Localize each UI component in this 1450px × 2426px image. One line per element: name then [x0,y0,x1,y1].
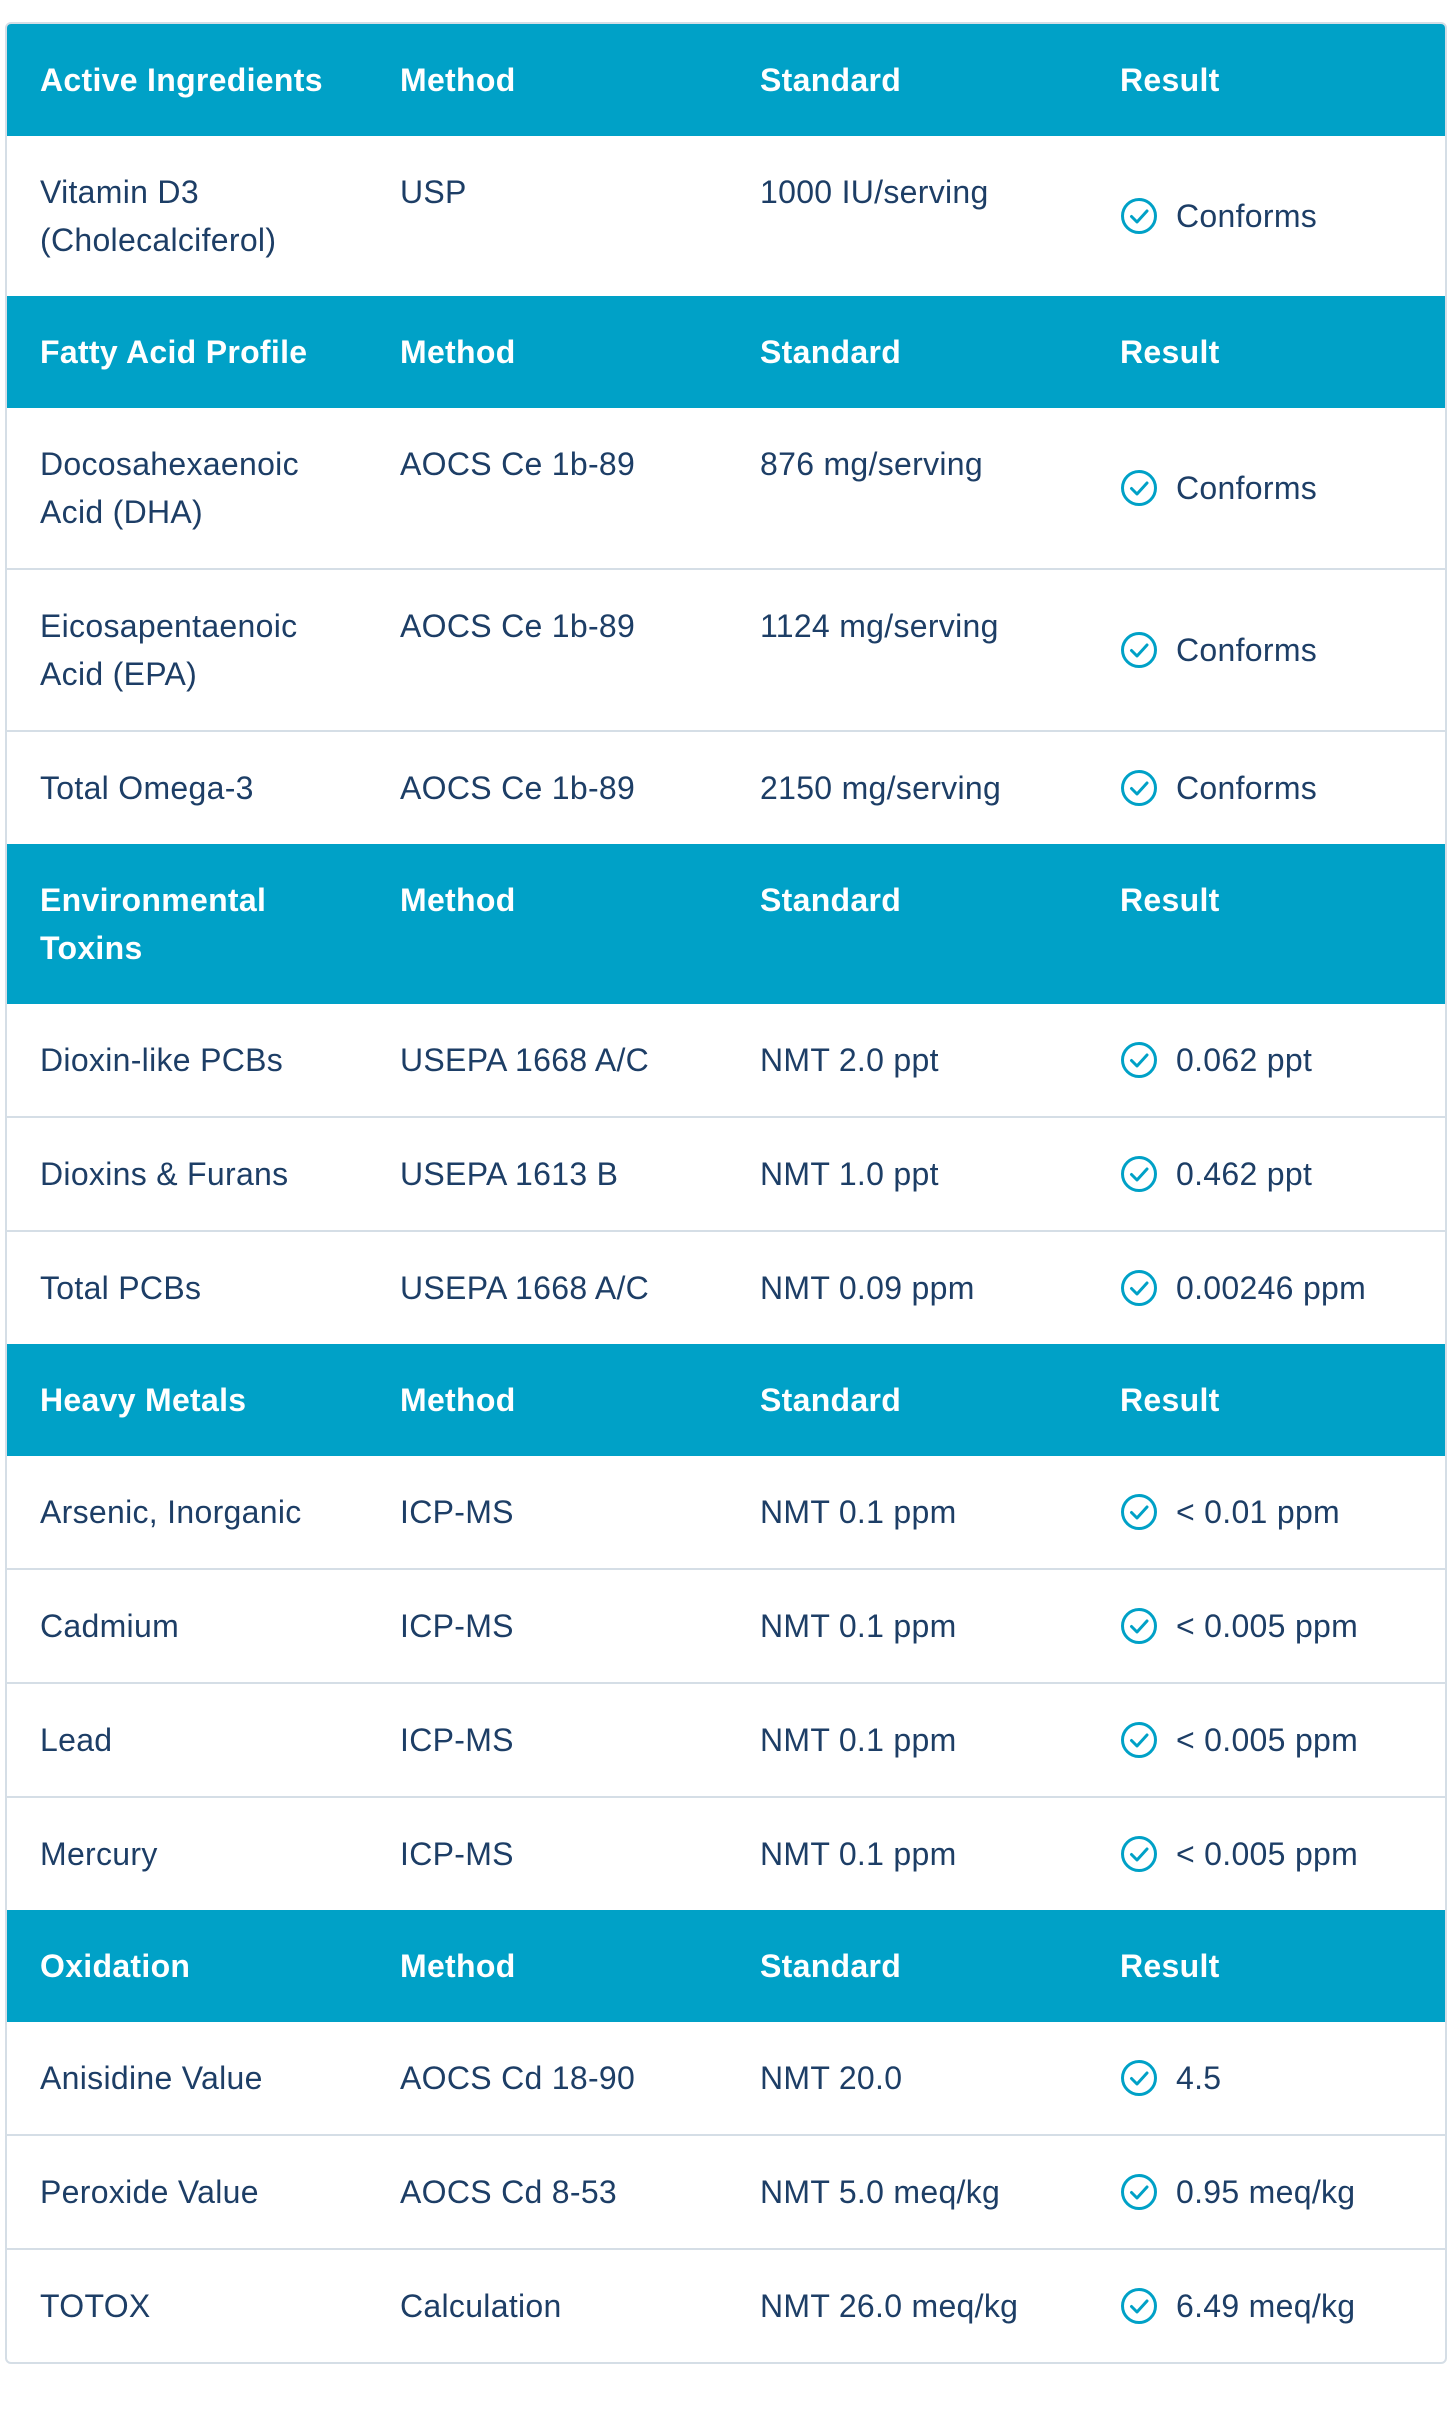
test-result: 0.95 meq/kg [1176,2174,1356,2210]
ingredient-name: Dioxins & Furans [40,1156,289,1192]
test-result: 6.49 meq/kg [1176,2288,1356,2324]
table-row [7,408,1445,568]
test-result: Conforms [1176,632,1318,668]
test-result-cell [1087,408,1445,568]
test-result-cell [1087,1004,1445,1116]
table-row [7,1682,1445,1796]
header-method: Method [400,1382,516,1418]
header-category: Heavy Metals [40,1382,247,1418]
test-result-cell [1087,2022,1445,2134]
test-results-table [5,22,1447,2364]
section-header-environmental-toxins [7,844,1445,1004]
header-result: Result [1120,62,1220,98]
table-row [7,136,1445,296]
test-method: USEPA 1668 A/C [400,1042,650,1078]
check-circle-icon [1120,769,1158,807]
test-result-cell [1087,1456,1445,1568]
test-standard: 1000 IU/serving [760,174,989,210]
table-row [7,2022,1445,2134]
check-circle-icon [1120,197,1158,235]
check-circle-icon [1120,1155,1158,1193]
ingredient-name: Docosahexaenoic Acid (DHA) [40,446,299,530]
ingredient-name: TOTOX [40,2288,151,2324]
ingredient-name: Mercury [40,1836,158,1872]
ingredient-name: Dioxin-like PCBs [40,1042,284,1078]
test-standard: NMT 0.1 ppm [760,1608,957,1644]
table-row [7,2248,1445,2362]
test-result: < 0.005 ppm [1176,1722,1359,1758]
test-standard: NMT 1.0 ppt [760,1156,939,1192]
ingredient-name: Peroxide Value [40,2174,259,2210]
test-method: AOCS Ce 1b-89 [400,608,636,644]
ingredient-name: Lead [40,1722,113,1758]
test-result-cell [1087,136,1445,296]
test-standard: 876 mg/serving [760,446,983,482]
header-method: Method [400,1948,516,1984]
check-circle-icon [1120,1607,1158,1645]
header-standard: Standard [760,334,902,370]
test-method: Calculation [400,2288,562,2324]
test-result: Conforms [1176,770,1318,806]
table-row [7,1116,1445,1230]
test-result-cell [1087,1118,1445,1230]
header-category: Oxidation [40,1948,191,1984]
ingredient-name: Total Omega-3 [40,770,254,806]
table-row [7,1456,1445,1568]
header-category: Environmental Toxins [40,882,267,966]
test-result: 0.00246 ppm [1176,1270,1367,1306]
test-result-cell [1087,570,1445,730]
section-header-active-ingredients [7,24,1445,136]
test-result-cell [1087,1232,1445,1344]
test-result-cell [1087,732,1445,844]
test-method: AOCS Ce 1b-89 [400,770,636,806]
ingredient-name: Arsenic, Inorganic [40,1494,302,1530]
table-row [7,1004,1445,1116]
test-method: ICP-MS [400,1608,514,1644]
test-method: ICP-MS [400,1836,514,1872]
check-circle-icon [1120,1493,1158,1531]
test-method: USP [400,174,467,210]
header-result: Result [1120,1382,1220,1418]
ingredient-name: Total PCBs [40,1270,202,1306]
test-method: AOCS Ce 1b-89 [400,446,636,482]
test-method: AOCS Cd 8-53 [400,2174,618,2210]
section-header-oxidation [7,1910,1445,2022]
header-result: Result [1120,1948,1220,1984]
ingredient-name: Vitamin D3 (Cholecalciferol) [40,174,277,258]
test-result: < 0.005 ppm [1176,1836,1359,1872]
ingredient-name: Cadmium [40,1608,180,1644]
test-standard: 2150 mg/serving [760,770,1002,806]
header-method: Method [400,334,516,370]
header-standard: Standard [760,1948,902,1984]
test-standard: NMT 5.0 meq/kg [760,2174,1001,2210]
test-standard: 1124 mg/serving [760,608,999,644]
test-result-cell [1087,2250,1445,2362]
header-standard: Standard [760,1382,902,1418]
test-result: 0.062 ppt [1176,1042,1313,1078]
section-header-fatty-acid-profile [7,296,1445,408]
test-result-cell [1087,1570,1445,1682]
check-circle-icon [1120,1835,1158,1873]
check-circle-icon [1120,2059,1158,2097]
header-method: Method [400,882,516,918]
check-circle-icon [1120,631,1158,669]
test-standard: NMT 0.09 ppm [760,1270,975,1306]
header-result: Result [1120,882,1220,918]
test-result-cell [1087,1684,1445,1796]
table-row [7,568,1445,730]
test-result: < 0.01 ppm [1176,1494,1340,1530]
test-result: Conforms [1176,198,1318,234]
test-result: 0.462 ppt [1176,1156,1313,1192]
test-standard: NMT 20.0 [760,2060,903,2096]
header-method: Method [400,62,516,98]
check-circle-icon [1120,1269,1158,1307]
test-result: < 0.005 ppm [1176,1608,1359,1644]
test-standard: NMT 26.0 meq/kg [760,2288,1019,2324]
test-result-cell [1087,2136,1445,2248]
header-standard: Standard [760,62,902,98]
header-result: Result [1120,334,1220,370]
test-standard: NMT 0.1 ppm [760,1494,957,1530]
header-category: Fatty Acid Profile [40,334,308,370]
check-circle-icon [1120,2287,1158,2325]
test-standard: NMT 0.1 ppm [760,1722,957,1758]
ingredient-name: Anisidine Value [40,2060,263,2096]
table-row [7,1230,1445,1344]
test-method: ICP-MS [400,1494,514,1530]
test-standard: NMT 2.0 ppt [760,1042,939,1078]
test-method: ICP-MS [400,1722,514,1758]
section-header-heavy-metals [7,1344,1445,1456]
ingredient-name: Eicosapentaenoic Acid (EPA) [40,608,298,692]
check-circle-icon [1120,2173,1158,2211]
table-row [7,1568,1445,1682]
header-standard: Standard [760,882,902,918]
table-row [7,1796,1445,1910]
check-circle-icon [1120,469,1158,507]
test-result: Conforms [1176,470,1318,506]
header-category: Active Ingredients [40,62,323,98]
test-result: 4.5 [1176,2060,1222,2096]
table-row [7,730,1445,844]
test-method: AOCS Cd 18-90 [400,2060,636,2096]
test-method: USEPA 1668 A/C [400,1270,650,1306]
check-circle-icon [1120,1041,1158,1079]
test-standard: NMT 0.1 ppm [760,1836,957,1872]
test-method: USEPA 1613 B [400,1156,619,1192]
test-result-cell [1087,1798,1445,1910]
table-row [7,2134,1445,2248]
check-circle-icon [1120,1721,1158,1759]
